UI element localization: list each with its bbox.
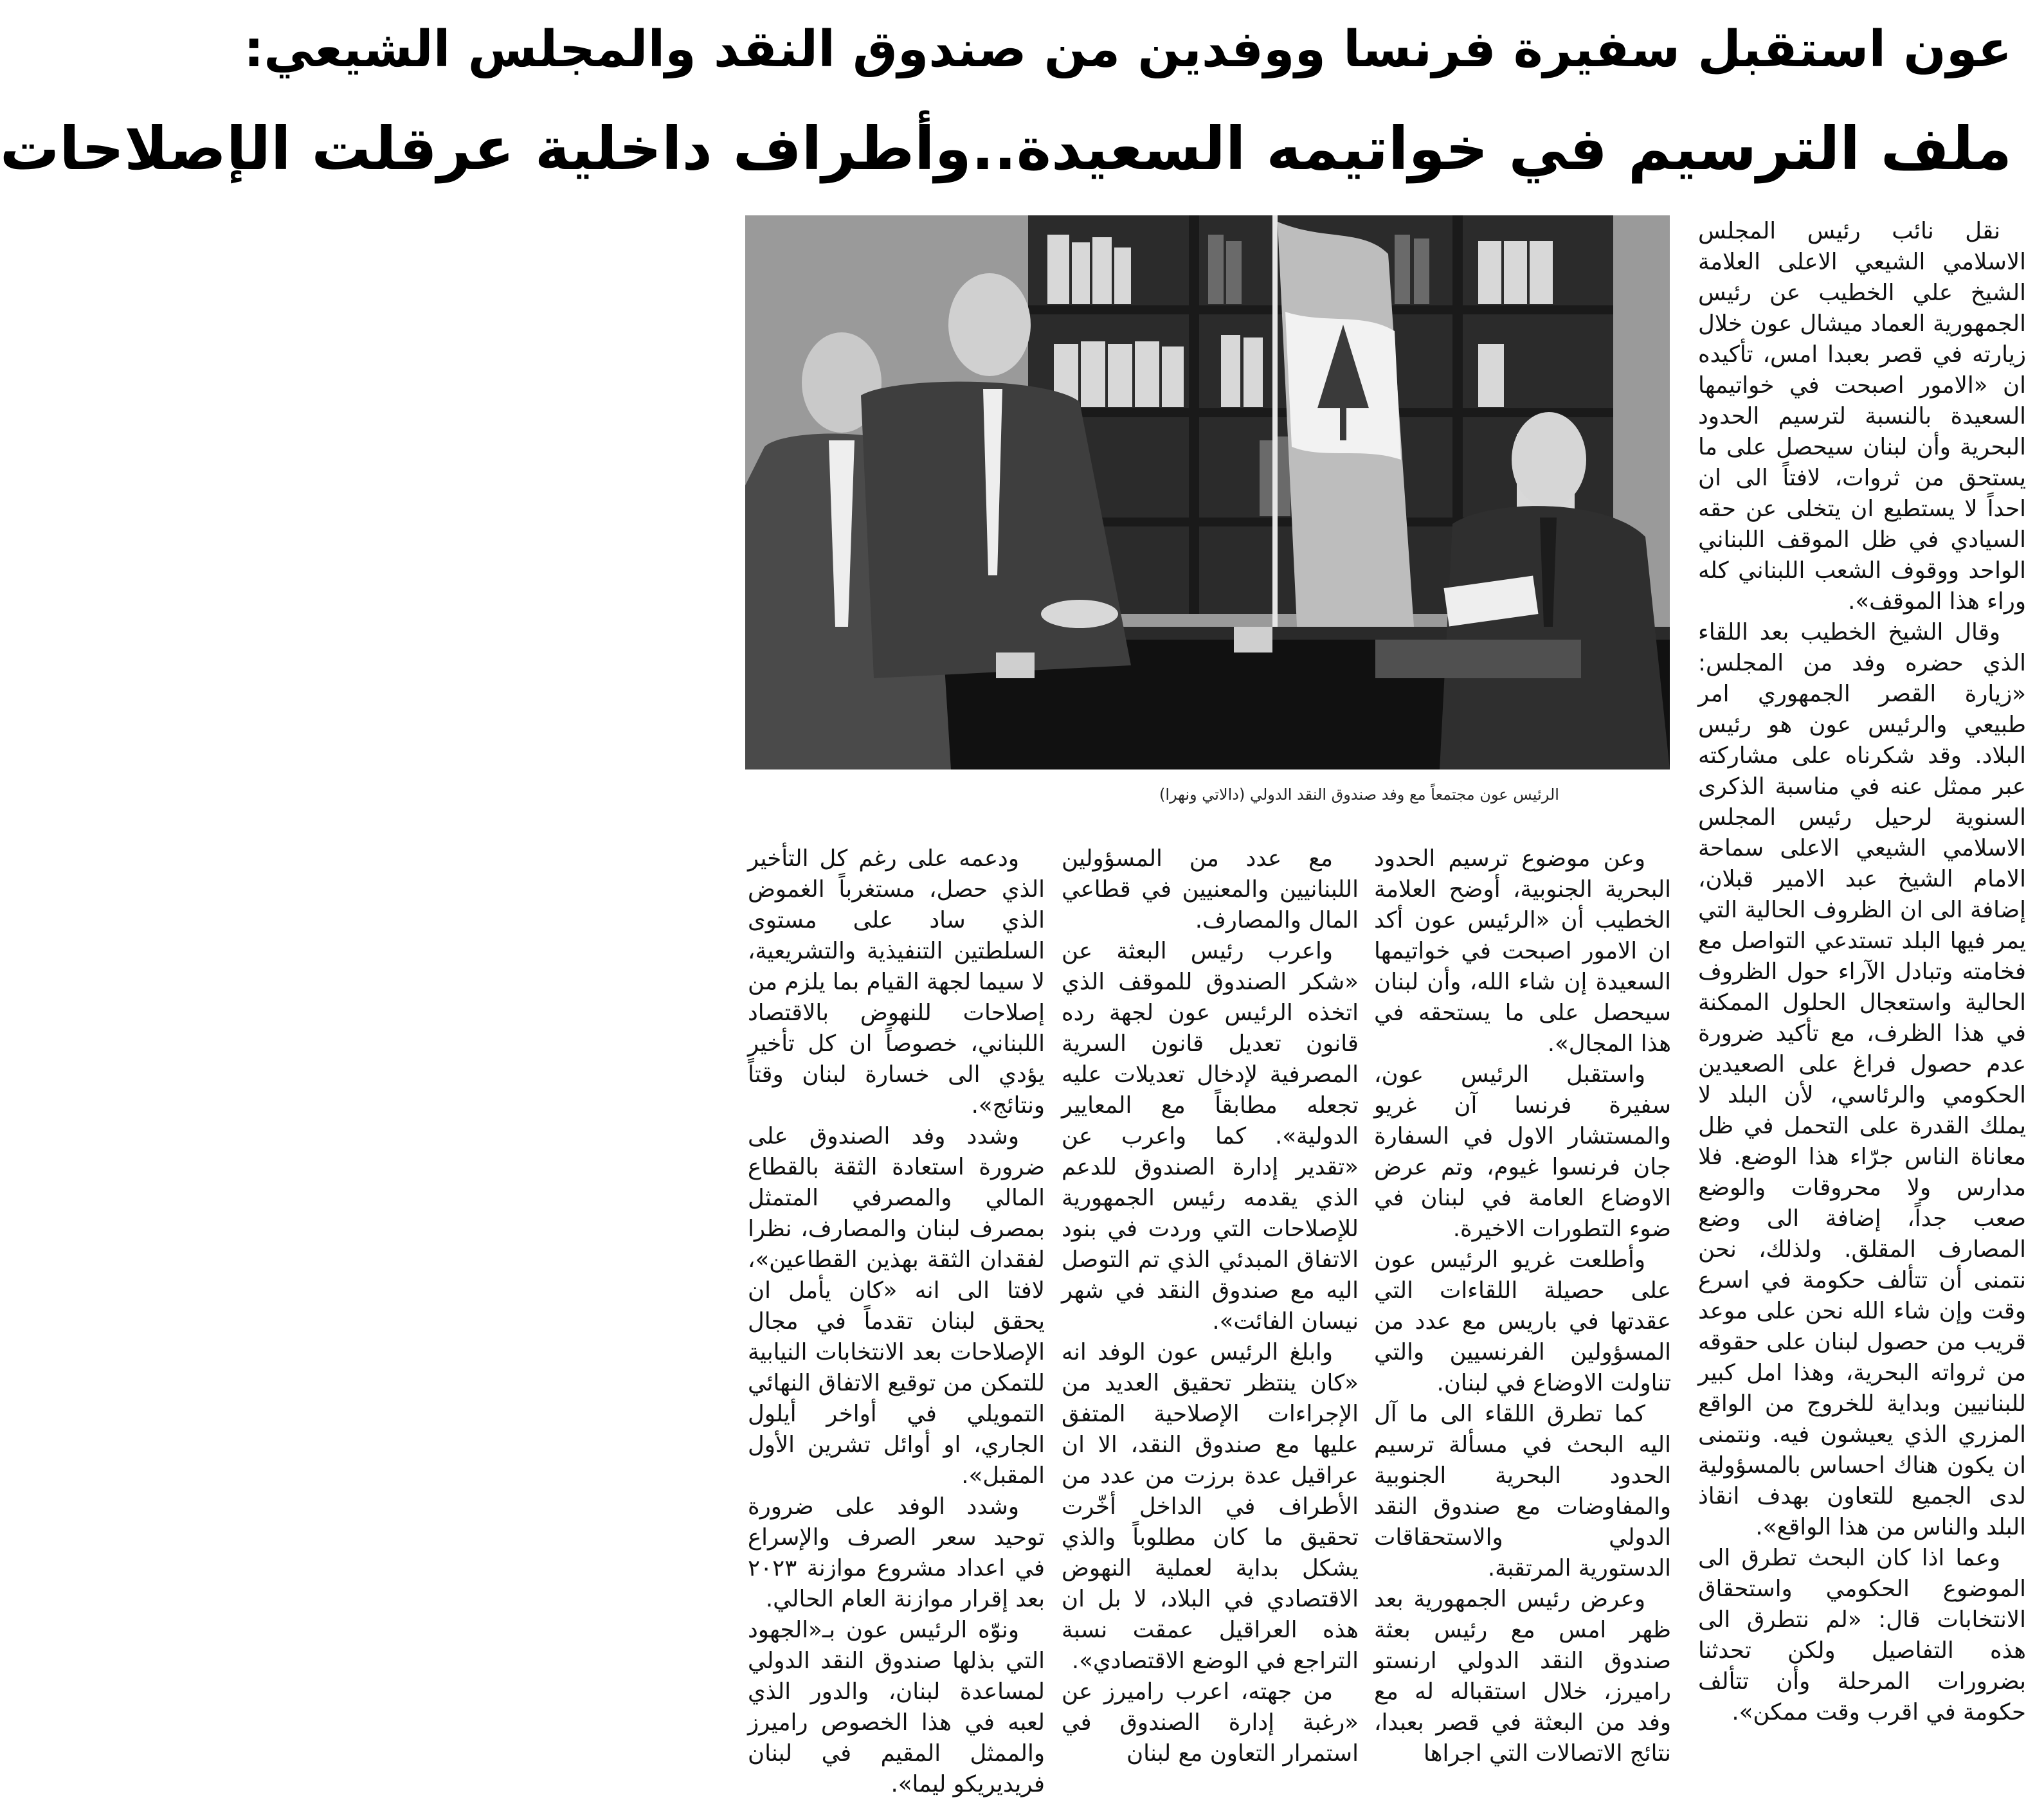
paragraph: ونوّه الرئيس عون بـ«الجهود التي بذلها صندوق النقد الدولي لمساعدة لبنان، والدور الذي لعبه في هذا الخصوص راميرز والممثل المقيم في لبنان فريديريكو ليما». [748, 1617, 1045, 1797]
paragraph: نقل نائب رئيس المجلس الاسلامي الشيعي الاعلى العلامة الشيخ علي الخطيب عن رئيس الجمهورية العماد ميشال عون خلال زيارته في قصر بعبدا امس، تأكيده ان «الامور اصبحت في خواتيمها السعيدة بالنسبة لترسيم الحدود البحرية وأن لبنان سيحصل على ما يستحق من ثروات، لافتاً الى ان احداً لا يستطيع ان يتخلى عن حقه السيادي في ظل الموقف اللبناني الواحد ووقوف الشعب اللبناني كله وراء هذا الموقف». [1698, 218, 2026, 615]
paragraph: وعما اذا كان البحث تطرق الى الموضوع الحكومي واستحقاق الانتخابات قال: «لم نتطرق الى هذه التفاصيل ولكن تحدثنا بضرورات المرحلة وأن تتألف حكومة في اقرب وقت ممكن». [1698, 1545, 2026, 1725]
paragraph: وشدد الوفد على ضرورة توحيد سعر الصرف والإسراع في اعداد مشروع موازنة ٢٠٢٣ بعد إقرار موازنة العام الحالي. [748, 1493, 1045, 1612]
paragraph: واستقبل الرئيس عون، سفيرة فرنسا آن غريو والمستشار الاول في السفارة جان فرنسوا غيوم، وتم عرض الاوضاع العامة في لبنان في ضوء التطورات الاخيرة. [1374, 1061, 1671, 1242]
article-column-right [1698, 216, 2026, 1725]
paragraph: وشدد وفد الصندوق على ضرورة استعادة الثقة بالقطاع المالي والمصرفي المتمثل بمصرف لبنان والمصارف، نظرا لفقدان الثقة بهذين القطاعين»، لافتا الى انه «كان يأمل ان يحقق لبنان تقدماً في مجال الإصلاحات بعد الانتخابات النيابية للتمكن من توقيع الاتفاق النهائي التمويلي في أواخر أيلول الجاري، او أوائل تشرين الأول المقبل». [748, 1123, 1045, 1489]
paragraph: وقال الشيخ الخطيب بعد اللقاء الذي حضره وفد من المجلس: «زيارة القصر الجمهوري امر طبيعي والرئيس عون هو رئيس البلاد. وقد شكرناه على مشاركته عبر ممثل عنه في مناسبة الذكرى السنوية لرحيل رئيس المجلس الاسلامي الشيعي الاعلى سماحة الامام الشيخ عبد الامير قبلان، إضافة الى ان الظروف الحالية التي يمر فيها البلد تستدعي التواصل مع فخامته وتبادل الآراء حول الظروف الحالية واستعجال الحلول الممكنة في هذا الظرف، مع تأكيد ضرورة عدم حصول فراغ على الصعيدين الحكومي والرئاسي، لأن البلد لا يملك القدرة على التحمل في ظل معاناة الناس جرّاء هذا الوضع. فلا مدارس ولا محروقات والوضع صعب جداً، إضافة الى وضع المصارف المقلق. ولذلك، نحن نتمنى أن تتألف حكومة في اسرع وقت وإن شاء الله نحن على موعد قريب من حصول لبنان على حقوقه من ثرواته البحرية، وهذا امل كبير للبنانيين وبداية للخروج من الواقع المزري الذي يعيشون فيه. ونتمنى ان يكون هناك احساس بالمسؤولية لدى الجميع للتعاون بهدف انقاذ البلد والناس من هذا الواقع». [1698, 619, 2026, 1540]
paragraph: من جهته، اعرب راميرز عن «رغبة إدارة الصندوق في استمرار التعاون مع لبنان [1062, 1679, 1359, 1767]
nameplate [1234, 627, 1272, 652]
paragraph: وابلغ الرئيس عون الوفد انه «كان ينتظر تحقيق العديد من الإجراءات الإصلاحية المتفق عليها مع صندوق النقد، الا ان عراقيل عدة برزت من عدد من الأطراف في الداخل أخّرت تحقيق ما كان مطلوباً والذي يشكل بداية لعملية النهوض الاقتصادي في البلاد، لا بل ان هذه العراقيل عمقت نسبة التراجع في الوضع الاقتصادي». [1062, 1339, 1359, 1674]
headline-line-2: ملف الترسيم في خواتيمه السعيدة..وأطراف داخلية عرقلت الإصلاحات [0, 114, 2012, 183]
paragraph: وعرض رئيس الجمهورية بعد ظهر امس مع رئيس بعثة صندوق النقد الدولي ارنستو راميرز، خلال استقباله له مع وفد من البعثة في قصر بعبدا، نتائج الاتصالات التي اجراها [1374, 1586, 1671, 1767]
flag-pole [1272, 215, 1278, 678]
paragraph: واعرب رئيس البعثة عن «شكر الصندوق للموقف الذي اتخذه الرئيس عون لجهة رده قانون تعديل قانون السرية المصرفية لإدخال تعديلات عليه تجعله مطابقاً مع المعايير الدولية». كما واعرب عن «تقدير إدارة الصندوق للدعم الذي يقدمه رئيس الجمهورية للإصلاحات التي وردت في بنود الاتفاق المبدئي الذي تم التوصل اليه مع صندوق النقد في شهر نيسان الفائت». [1062, 938, 1359, 1335]
article-column-3 [1374, 843, 1671, 1767]
article-column-2 [1062, 843, 1359, 1767]
photo-caption: الرئيس عون مجتمعاً مع وفد صندوق النقد الدولي (دالاتي ونهرا) [1159, 786, 1559, 804]
paragraph: وأطلعت غريو الرئيس عون على حصيلة اللقاءات التي عقدتها في باريس مع عدد من المسؤولين الفرنسيين والتي تناولت الاوضاع في لبنان. [1374, 1246, 1671, 1396]
paragraph: كما تطرق اللقاء الى ما آل اليه البحث في مسألة ترسيم الحدود البحرية الجنوبية والمفاوضات مع صندوق النقد الدولي والاستحقاقات الدستورية المرتقبة. [1374, 1401, 1671, 1581]
headline-line-1: عون استقبل سفيرة فرنسا ووفدين من صندوق النقد والمجلس الشيعي: [244, 21, 2012, 78]
paragraph: مع عدد من المسؤولين اللبنانيين والمعنيين في قطاعي المال والمصارف. [1062, 845, 1359, 933]
paragraph: ودعمه على رغم كل التأخير الذي حصل، مستغرباً الغموض الذي ساد على مستوى السلطتين التنفيذية والتشريعية، لا سيما لجهة القيام بما يلزم من إصلاحات للنهوض بالاقتصاد اللبناني، خصوصاً ان كل تأخير يؤدي الى خسارة لبنان وقتاً ونتائج». [748, 845, 1045, 1119]
paragraph: وعن موضوع ترسيم الحدود البحرية الجنوبية، أوضح العلامة الخطيب أن «الرئيس عون أكد ان الامور اصبحت في خواتيمها السعيدة إن شاء الله، وأن لبنان سيحصل على ما يستحقه في هذا المجال». [1374, 845, 1671, 1057]
news-photo [745, 215, 1670, 770]
folder [1375, 640, 1581, 678]
article-column-1 [748, 843, 1045, 1797]
